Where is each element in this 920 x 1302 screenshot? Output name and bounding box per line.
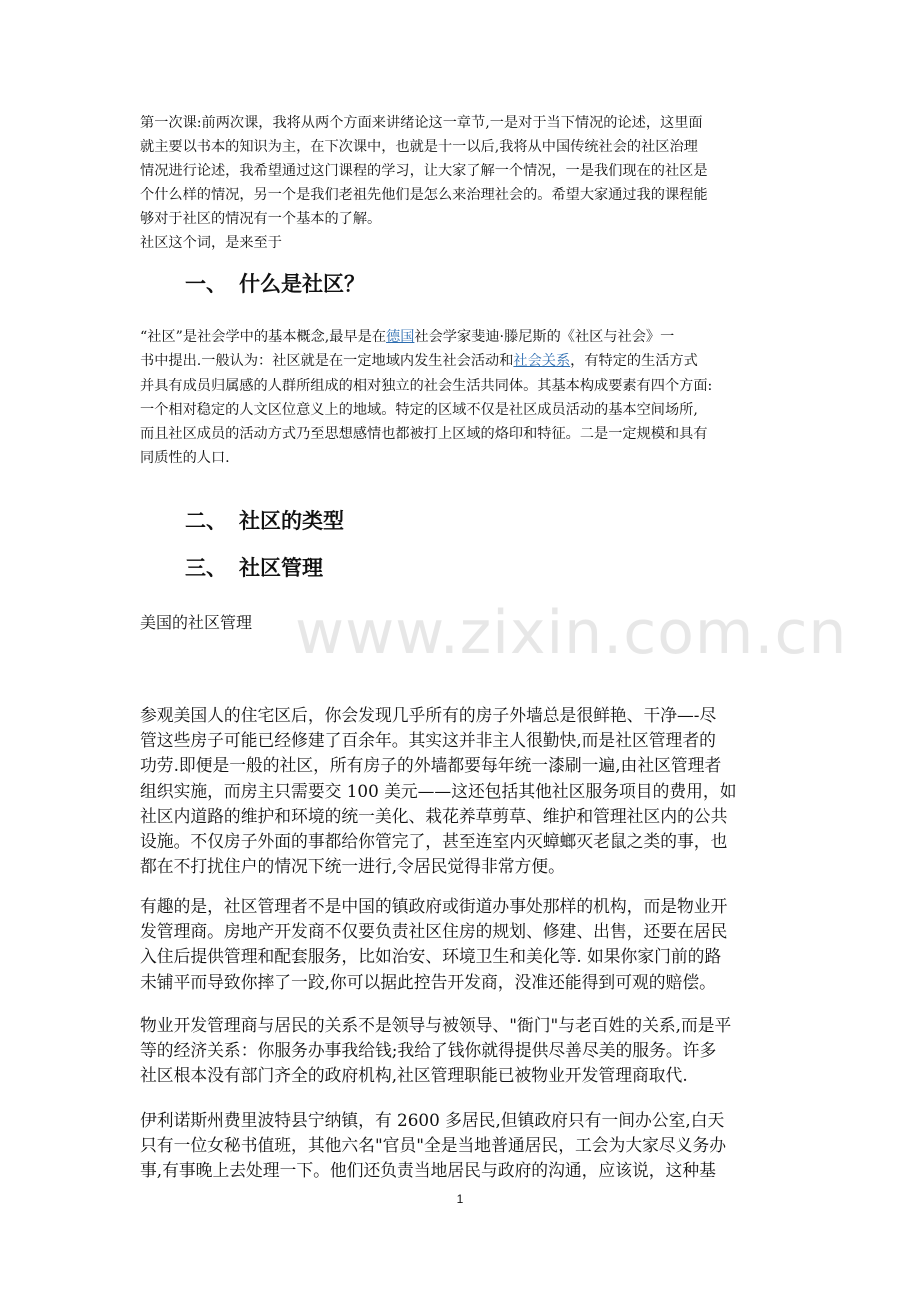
definition-line — [140, 349, 792, 373]
intro-line: 够对于社区的情况有一个基本的了解。 — [140, 211, 382, 227]
definition-paragraph — [140, 325, 792, 471]
body-line: 有趣的是，社区管理者不是中国的镇政府或街道办事处那样的机构，而是物业开 — [140, 896, 728, 916]
heading-community-types — [185, 505, 344, 535]
body-paragraph — [140, 894, 792, 995]
body-line: 组织实施，而房主只需要交 100 美元——这还包括其他社区服务项目的费用，如 — [140, 780, 737, 801]
body-line: 发管理商。房地产开发商不仅要负责社区住房的规划、修建、出售，还要在居民 — [140, 921, 728, 942]
heading-what-is-community — [185, 268, 365, 298]
body-line: 事,有事晚上去处理一下。他们还负责当地居民与政府的沟通，应该说，这种基 — [140, 1160, 716, 1181]
body-line: 参观美国人的住宅区后，你会发现几乎所有的房子外墙总是很鲜艳、干净—-尽 — [140, 705, 717, 725]
body-paragraph — [140, 1108, 792, 1184]
definition-line: 而且社区成员的活动方式乃至思想感情也都被打上区域的烙印和特征。二是一定规模和具有 — [140, 426, 708, 443]
intro-line: 就主要以书本的知识为主，在下次课中，也就是十一以后,我将从中国传统社会的社区治理 — [140, 139, 698, 155]
definition-line — [140, 325, 792, 349]
body-line: 物业开发管理商与居民的关系不是领导与被领导、"衙门"与老百姓的关系,而是平 — [140, 1015, 732, 1035]
heading-number: 三、 — [185, 556, 227, 580]
heading-number: 一、 — [185, 272, 227, 296]
body-paragraph — [140, 1013, 792, 1089]
heading-text: 什么是社区？ — [239, 272, 365, 296]
intro-line: 情况进行论述，我希望通过这门课程的学习，让大家了解一个情况，一是我们现在的社区是 — [140, 163, 708, 179]
body-line: 社区根本没有部门齐全的政府机构,社区管理职能已被物业开发管理商取代. — [140, 1065, 688, 1086]
page-number: 1 — [456, 1192, 464, 1206]
social-relations-link[interactable]: 社会关系 — [513, 353, 571, 370]
us-community-management-title: 美国的社区管理 — [140, 613, 253, 632]
body-line: 设施。不仅房子外面的事都给你管完了，甚至连室内灭蟑螂灭老鼠之类的事，也 — [140, 831, 728, 852]
definition-line: 一个相对稳定的人文区位意义上的地域。特定的区域不仅是社区成员活动的基本空间场所, — [140, 401, 698, 418]
definition-line: 同质性的人口. — [140, 450, 230, 467]
body-paragraph — [140, 703, 792, 879]
germany-link[interactable]: 德国 — [386, 329, 415, 345]
watermark: www.zixin.com.cn — [295, 598, 848, 668]
definition-line: 并具有成员归属感的人群所组成的相对独立的社会生活共同体。其基本构成要素有四个方面: — [140, 377, 713, 394]
body-line: 等的经济关系：你服务办事我给钱;我给了钱你就得提供尽善尽美的服务。许多 — [140, 1040, 717, 1061]
definition-text: ，有特定的生活方式 — [570, 353, 698, 370]
heading-text: 社区的类型 — [239, 509, 344, 533]
body-line: 未铺平而导致你摔了一跤,你可以据此控告开发商，没准还能得到可观的赔偿。 — [140, 971, 716, 992]
definition-text: 书中提出.一般认为：社区就是在一定地域内发生社会活动和 — [140, 353, 514, 370]
body-line: 入住后提供管理和配套服务，比如治安、环境卫生和美化等. 如果你家门前的路 — [140, 946, 722, 967]
definition-text: “社区”是社会学中的基本概念,最早是在 — [140, 329, 387, 345]
heading-text: 社区管理 — [239, 556, 323, 580]
body-line: 伊利诺斯州费里波特县宁纳镇，有 2600 多居民,但镇政府只有一间办公室,白天 — [140, 1110, 725, 1130]
body-line: 管这些房子可能已经修建了百余年。其实这并非主人很勤快,而是社区管理者的 — [140, 730, 716, 751]
heading-number: 二、 — [185, 509, 227, 533]
intro-line: 个什么样的情况，另一个是我们老祖先他们是怎么来治理社会的。希望大家通过我的课程能 — [140, 187, 708, 203]
body-line: 都在不打扰住户的情况下统一进行,令居民觉得非常方便。 — [140, 856, 565, 877]
body-line: 功劳.即便是一般的社区，所有房子的外墙都要每年统一漆刷一遍,由社区管理者 — [140, 755, 722, 776]
intro-line: 第一次课:前两次课，我将从两个方面来讲绪论这一章节,一是对于当下情况的论述，这里面 — [140, 115, 703, 131]
intro-line: 社区这个词，是来至于 — [140, 235, 282, 251]
body-line: 社区内道路的维护和环境的统一美化、栽花养草剪草、维护和管理社区内的公共 — [140, 805, 728, 826]
body-line: 只有一位女秘书值班，其他六名"官员"全是当地普通居民，工会为大家尽义务办 — [140, 1135, 727, 1156]
definition-text: 社会学家斐迪·滕尼斯的《社区与社会》一 — [414, 329, 675, 345]
heading-community-management — [185, 552, 323, 582]
intro-paragraph — [140, 111, 792, 255]
